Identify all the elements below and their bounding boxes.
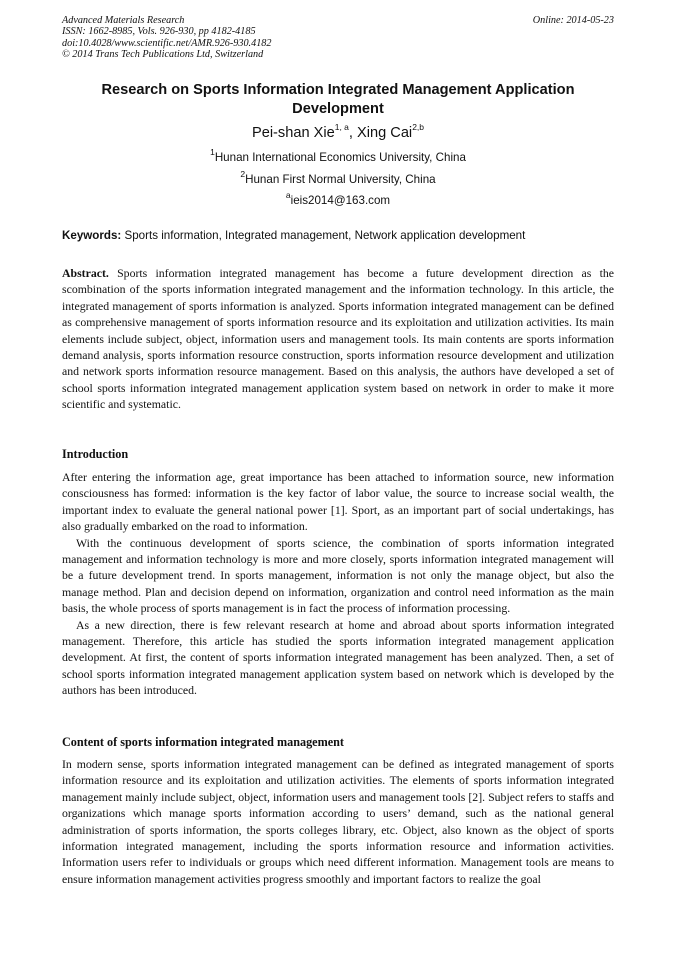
abstract-label: Abstract. xyxy=(62,266,109,280)
journal-issn: ISSN: 1662-8985, Vols. 926-930, pp 4182-4185 xyxy=(62,26,256,38)
section-heading-content: Content of sports information integrated management xyxy=(62,735,344,749)
author-name: Xing Cai xyxy=(357,125,413,141)
introduction-body xyxy=(62,469,614,699)
journal-doi[interactable]: doi:10.4028/www.scientific.net/AMR.926-930.4182 xyxy=(62,37,272,49)
affiliation xyxy=(62,147,614,165)
author-affiliation-mark: 1, a xyxy=(334,122,349,133)
keywords-label: Keywords: xyxy=(62,229,122,242)
affiliation-mark: 1 xyxy=(210,147,215,158)
journal-name: Advanced Materials Research xyxy=(62,15,185,26)
author-separator: , xyxy=(348,125,358,141)
author-email xyxy=(62,190,614,208)
paragraph: As a new direction, there is few relevant research at home and abroad about sports information integrated management. Therefore, this article has studied the sports information integrated management application development. At first, the content of sports information integrated management has been analyzed. Then, a set of school sports information integrated management application system based on network which is developed by the authors has been introduced. xyxy=(62,617,614,698)
journal-header xyxy=(62,15,614,60)
affiliation-text: Hunan International Economics University, China xyxy=(214,151,466,164)
keywords-text: Sports information, Integrated management, Network application development xyxy=(121,229,526,242)
affiliation-mark: 2 xyxy=(240,169,246,180)
author-name: Pei-shan Xie xyxy=(251,125,335,141)
online-date: Online: 2014-05-23 xyxy=(532,15,614,26)
paragraph: After entering the information age, great importance has been attached to information source, new information consciousness has formed: information is the key factor of labor value, the source to increase social wealth, the important index to evaluate the general national power [1]. Sport, as an important part of social undertakings, has also gradually embarked on the road to information. xyxy=(62,470,614,534)
affiliation xyxy=(62,169,614,187)
paragraph: With the continuous development of sports science, the combination of sports information integrated management and information technology is more and more closely, sports information integrated management will be a future development trend. In sports management, information is not only the manage object, but also the manage method. Plan and decision depend on information, organization and control need information as the main basis, the whole process of sports management is in fact the process of information processing. xyxy=(62,535,614,616)
affiliation-mark: a xyxy=(285,190,291,201)
paragraph: In modern sense, sports information integrated management can be defined as integrated management of sports information resource and its exploitation and utilization activities. The elements of sports information integrated management mainly include subject, object, information users and management tools [2]. Subject refers to staffs and organizations which manage sports information according to users’ demand, such as the national general administration of sports information, the sports colleges library, etc. Object, also known as the object of sports information integrated management, including the sports information resource and information activities. Information users refer to individuals or groups which need different information. Management tools are means to ensure information management activities progress smoothly and important factors to realize the goal xyxy=(62,757,614,886)
abstract xyxy=(62,265,614,413)
content-section-body xyxy=(62,756,614,887)
email-link[interactable]: ieis2014@163.com xyxy=(290,194,391,207)
journal-copyright: © 2014 Trans Tech Publications Ltd, Switzerland xyxy=(62,48,264,60)
section-heading-introduction: Introduction xyxy=(62,447,129,461)
abstract-text: Sports information integrated management has become a future development direction as the scombination of the sports information integrated management and the information technology. In this article, the integrated management of sports information is analyzed. Sports information integrated management can be defined as comprehensive management of sports information resource and its exploitation and utilization activities. Its main elements include subject, object, information users and management tools. Its main contents are sports information demand analysis, sports information resource construction, sports information resource development and utilization and network sports information resource management. Based on this analysis, the authors have developed a set of school sports information integrated management application system based on network in order to make it more scientific and systematic. xyxy=(62,266,614,412)
author-affiliation-mark: 2,b xyxy=(412,122,425,133)
author-line xyxy=(62,124,614,142)
keywords xyxy=(62,229,614,243)
affiliation-text: Hunan First Normal University, China xyxy=(245,173,436,186)
paper-title: Research on Sports Information Integrated Management Application Development xyxy=(101,82,575,117)
